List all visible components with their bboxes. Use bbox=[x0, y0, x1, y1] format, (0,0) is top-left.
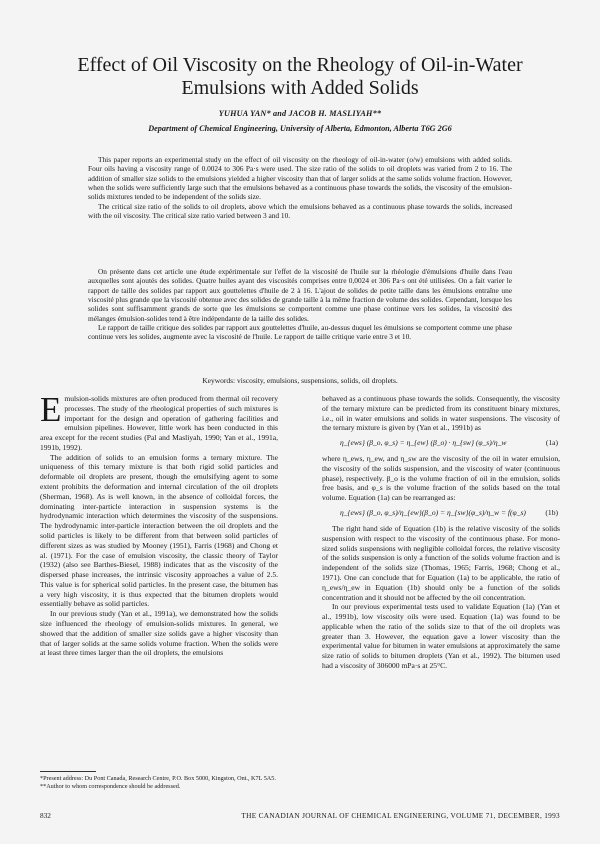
abstract-french bbox=[88, 267, 512, 342]
equation-number: (1b) bbox=[545, 508, 558, 518]
equation-1b bbox=[322, 504, 560, 523]
paragraph-text: mulsion-solids mixtures are often produced from thermal oil recovery processes. The study of the rheological properties of such mixtures is important for the design and operation of gathering facilities and emulsion pipelines. However, little work has been conducted in this area except for the recent studies (Pal and Masliyah, 1990; Yan et al., 1991a, 1991b, 1992). bbox=[40, 394, 278, 452]
footnotes bbox=[40, 775, 280, 791]
abstract-paragraph: On présente dans cet article une étude expérimentale sur l'effet de la viscosité de l'huile sur la rhéologie d'émulsions d'huile dans l'eau auxquelles sont ajoutés des solides. Quatre huiles ayant des viscosités comprises entre 0,0024 et 306 Pa·s ont été utilisées. On a fait varier le rapport de taille des solides par rapport aux gouttelettes d'huile de 2 à 16. L'ajout de solides de petite taille dans les émulsions entraîne une viscosité plus grande que la viscosité obtenue avec des solides de grande taille à la même fraction de volume des solides. Cependant, lorsque les solides sont suffisamment grands de sorte que les émulsions se comportent comme une phase continue vers les solides, la viscosité des mélanges émulsion-solides tend à être indépendante de la taille des solides. bbox=[88, 267, 512, 323]
equation-1a bbox=[322, 434, 560, 453]
footnote: **Author to whom correspondence should be addressed. bbox=[40, 783, 181, 790]
abstract-english bbox=[88, 155, 512, 220]
abstract-paragraph: This paper reports an experimental study on the effect of oil viscosity on the rheology of oil-in-water (o/w) emulsions with added solids. Four oils having a viscosity range of 0.0024 to 306 Pa·s were used. The size ratio of the solids to oil droplets was varied from 2 to 16. The addition of smaller size solids to the emulsions yielded a higher viscosity than that of larger solids at the same solids volume fraction. However, when the solids were sufficiently large such that the emulsions behaved as a continuous phase towards the solids, the viscosity of the emulsion-solids mixtures tended to be independent of the solids size. bbox=[88, 155, 512, 202]
paper-title: Effect of Oil Viscosity on the Rheology of Oil-in-Water Emulsions with Added Solids bbox=[77, 54, 523, 99]
abstract-paragraph: The critical size ratio of the solids to oil droplets, above which the emulsions behaved as a continuous phase towards the solids, increased with the oil viscosity. The critical size ratio varied between 3 and 10. bbox=[88, 201, 512, 221]
body-paragraph: In our previous study (Yan et al., 1991a), we demonstrated how the solids size influenced the rheology of emulsion-solids mixtures. In general, we showed that the addition of smaller size solids gave a higher viscosity than that of larger solids at the same solids volume fraction. When the solids were at least three times larger than the oil droplets, the emulsions bbox=[40, 609, 278, 658]
author-line: YUHUA YAN* and JACOB H. MASLIYAH** bbox=[218, 109, 382, 118]
body-paragraph: The right hand side of Equation (1b) is the relative viscosity of the solids suspension with respect to the viscosity of the continuous phase. For mono-sized solids suspensions with negligible colloidal forces, the relative viscosity of the solids suspension is only a function of the solids volume fraction and is independent of the solids size (Thomas, 1965; Farris, 1968; Chong et al., 1971). One can conclude that for Equation (1a) to be applicable, the ratio of η_ews/η_ew in Equation (1b) should only be a function of the solids concentration and it should not be affected by the oil concentration. bbox=[322, 524, 560, 602]
body-paragraph bbox=[40, 390, 278, 453]
footnote-rule bbox=[40, 771, 96, 772]
abstract-paragraph: Le rapport de taille critique des solides par rapport aux gouttelettes d'huile, au-dessus duquel les émulsions se comportent comme une phase continue vers les solides, augmente avec la viscosité de l'huile. Le rapport de taille critique varie entre 3 et 10. bbox=[88, 323, 512, 342]
equation-expression: η_{ews} (β_o, φ_s) = η_{ew} (β_o) · η_{sw} (φ_s)/η_w bbox=[340, 438, 507, 448]
body-paragraph: The addition of solids to an emulsion forms a ternary mixture. The uniqueness of this ternary mixture is that both rigid solid particles and deformable oil droplets are present, though the emulsifying agent to some extent prohibits the deformation and internal circulation of the oil droplets (Sherman, 1968). As is well known, in the absence of colloidal forces, the dominating inter-particle interaction in suspension systems is the hydrodynamic interaction which determines the viscosity of the suspensions. The hydrodynamic inter-particle interaction between the oil droplets and the solid particles is likely to be different from that between solid particles of different sizes as was studied by Mooney (1951), Farris (1968) and Chong et al. (1971). For the case of emulsion viscosity, the classic theory of Taylor (1932) (also see Barthes-Biesel, 1988) indicates that as the viscosity of the dispersed phase increases, the intrinsic viscosity approaches a value of 2.5. This value is for spherical solid particles. In the present case, the bitumen has a very high viscosity, it is thus expected that the bitumen droplets would essentially behave as solid particles. bbox=[40, 452, 278, 609]
body-paragraph: In our previous experimental tests used to validate Equation (1a) (Yan et al., 1991b), low viscosity oils were used. Equation (1a) was found to be applicable when the ratio of the solids size to that of the oil droplets was greater than 3. However, the equation gave a lower viscosity than the experimental value for bitumen in water emulsions at approximately the same size ratio of solids to bitumen droplets (Yan et al., 1992). The bitumen used had a viscosity of 306000 mPa·s at 25°C. bbox=[322, 602, 560, 670]
footnote: *Present address: Du Pont Canada, Research Centre, P.O. Box 5000, Kingston, Ont., K7L 5A5. bbox=[40, 775, 276, 782]
body-column-left bbox=[40, 390, 278, 658]
page-number: 832 bbox=[40, 811, 51, 820]
body-paragraph: behaved as a continuous phase towards the solids. Consequently, the viscosity of the ternary mixture can be predicted from its constituent binary mixtures, i.e., oil in water emulsions and solids in water suspensions. The viscosity of the ternary mixture is given by (Yan et al., 1991b) as bbox=[322, 394, 560, 433]
affiliation: Department of Chemical Engineering, University of Alberta, Edmonton, Alberta T6G 2G6 bbox=[148, 124, 452, 133]
equation-number: (1a) bbox=[545, 438, 558, 448]
body-paragraph: where η_ews, η_ew, and η_sw are the viscosity of the oil in water emulsion, the viscosity of the solids suspension, and the viscosity of water (continuous phase), respectively. β_o is the volume fraction of oil in the emulsion, solids free basis, and φ_s is the volume fraction of the solids based on the total volume. Equation (1a) can be rearranged as: bbox=[322, 454, 560, 503]
journal-citation: THE CANADIAN JOURNAL OF CHEMICAL ENGINEERING, VOLUME 71, DECEMBER, 1993 bbox=[241, 811, 560, 820]
body-column-right bbox=[322, 394, 560, 671]
keywords: Keywords: viscosity, emulsions, suspensions, solids, oil droplets. bbox=[202, 376, 398, 385]
equation-expression: η_{ews} (β_o, φ_s)/η_{ew}(β_o) = η_{sw}(φ_s)/η_w = f(φ_s) bbox=[340, 508, 526, 518]
drop-cap: E bbox=[40, 390, 62, 429]
